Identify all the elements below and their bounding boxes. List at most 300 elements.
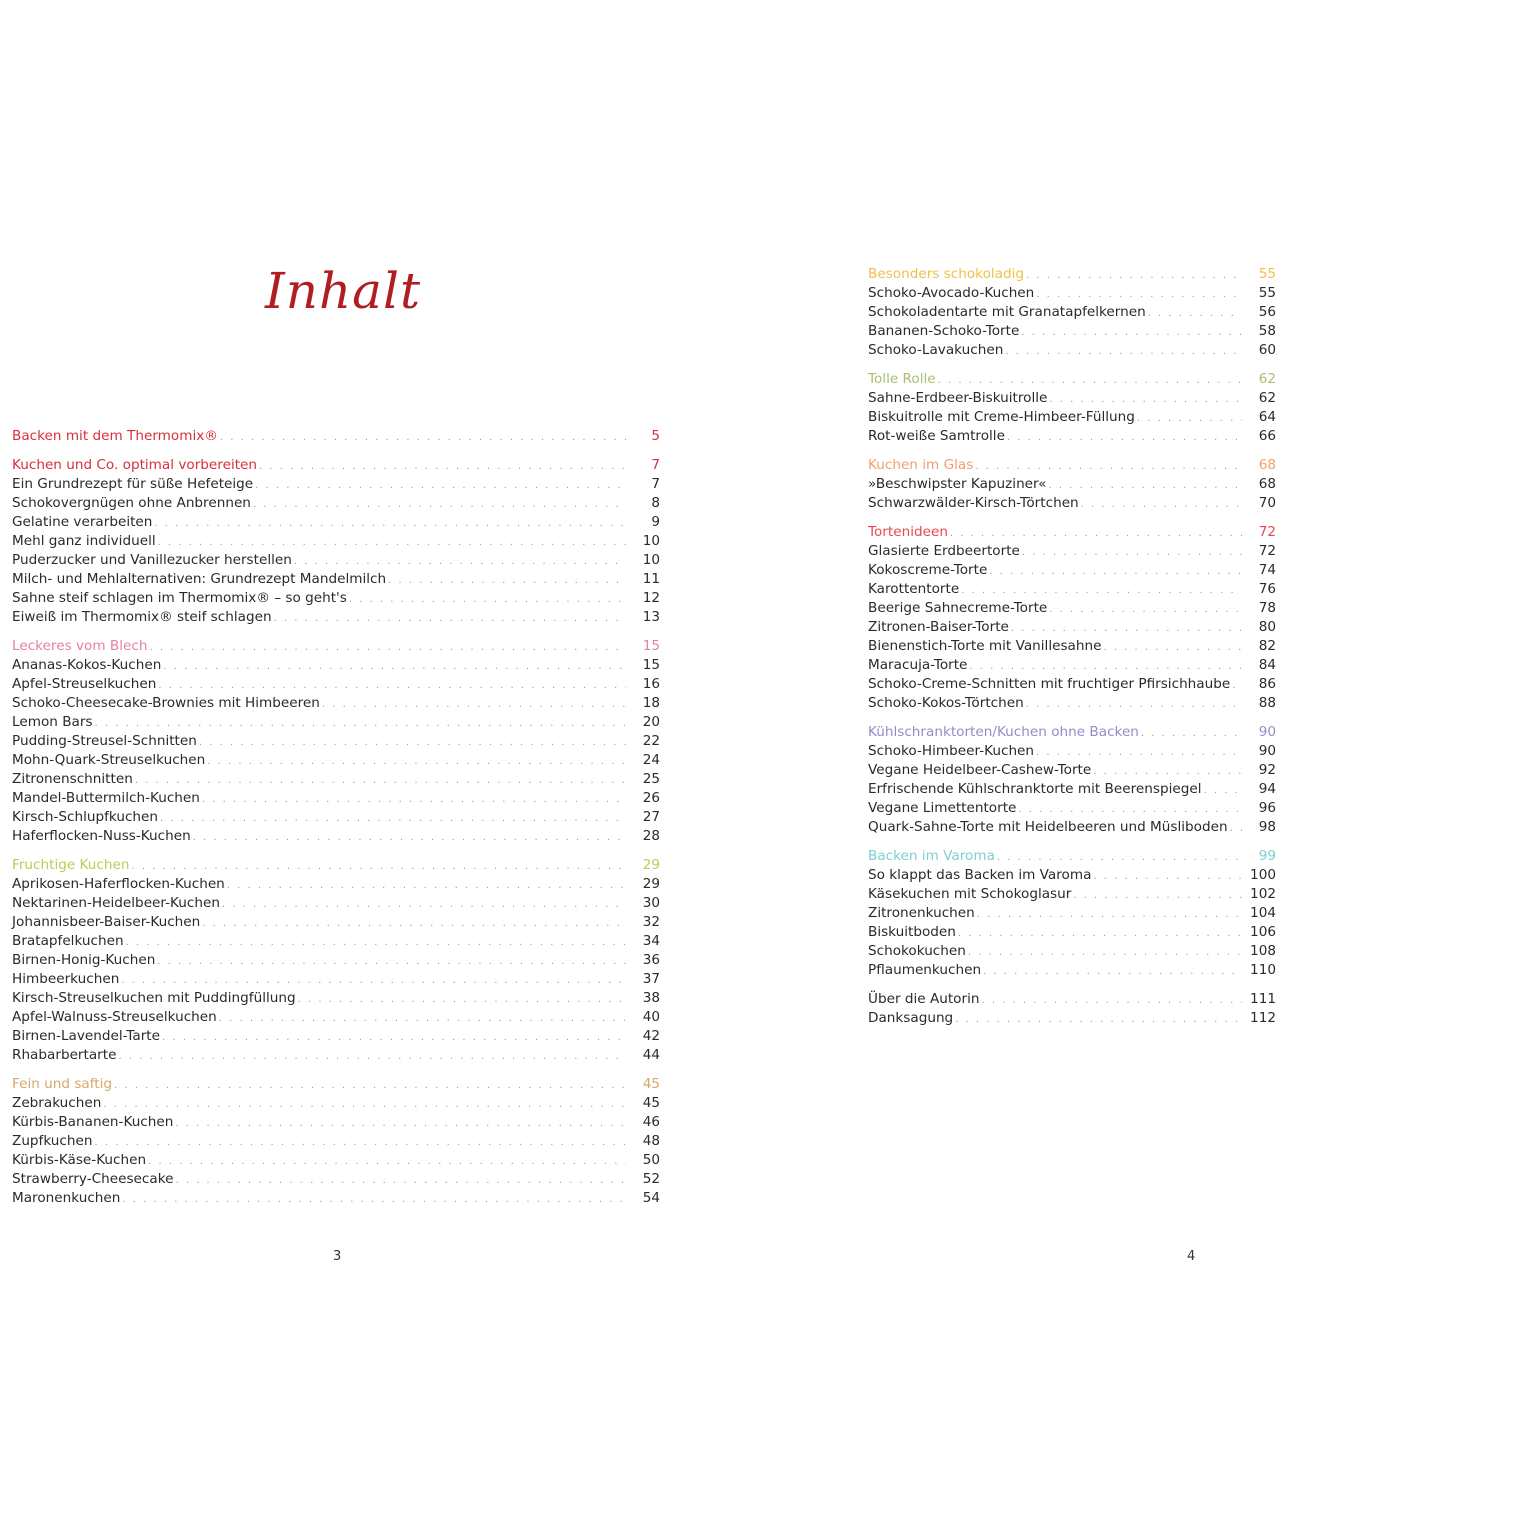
dot-leader: [983, 962, 1242, 981]
toc-section: [868, 523, 1276, 713]
page-ref: 62: [1258, 371, 1276, 387]
toc-entry: [12, 494, 660, 513]
dot-leader: [975, 457, 1242, 476]
dot-leader: [1093, 867, 1242, 886]
contents-title: Inhalt: [265, 262, 422, 320]
page-ref: 52: [642, 1171, 660, 1187]
entry-title: Eiweiß im Thermomix® steif schlagen: [12, 609, 272, 625]
dot-leader: [227, 876, 626, 895]
section-heading: [12, 427, 660, 446]
entry-title: Schokovergnügen ohne Anbrennen: [12, 495, 251, 511]
toc-section: [12, 856, 660, 1065]
page-ref: 18: [642, 695, 660, 711]
page-ref: 58: [1258, 323, 1276, 339]
dot-leader: [1018, 800, 1242, 819]
page-ref: 76: [1258, 581, 1276, 597]
toc-entry: [12, 1113, 660, 1132]
page-ref: 9: [651, 514, 660, 530]
page-ref: 98: [1258, 819, 1276, 835]
toc-entry: [868, 580, 1276, 599]
page-ref: 10: [642, 552, 660, 568]
dot-leader: [1049, 390, 1242, 409]
dot-leader: [163, 657, 626, 676]
entry-title: Über die Autorin: [868, 991, 980, 1007]
toc-entry: [868, 656, 1276, 675]
dot-leader: [1026, 695, 1242, 714]
page-ref: 8: [651, 495, 660, 511]
page-ref: 36: [642, 952, 660, 968]
toc-entry: [868, 542, 1276, 561]
toc-entry: [12, 894, 660, 913]
toc-section: [868, 723, 1276, 837]
page-ref: 78: [1258, 600, 1276, 616]
dot-leader: [193, 828, 626, 847]
page-ref: 100: [1250, 867, 1276, 883]
dot-leader: [199, 733, 626, 752]
page-ref: 86: [1258, 676, 1276, 692]
dot-leader: [158, 533, 626, 552]
entry-title: Zitronenschnitten: [12, 771, 133, 787]
dot-leader: [274, 609, 626, 628]
page-ref: 64: [1258, 409, 1276, 425]
dot-leader: [961, 581, 1242, 600]
page-ref: 90: [1258, 724, 1276, 740]
entry-title: Erfrischende Kühlschranktorte mit Beerenspiegel: [868, 781, 1202, 797]
entry-title: Mandel-Buttermilch-Kuchen: [12, 790, 200, 806]
page-ref: 96: [1258, 800, 1276, 816]
dot-leader: [1103, 638, 1242, 657]
entry-title: Biskuitboden: [868, 924, 956, 940]
dot-leader: [131, 857, 626, 876]
page-ref: 92: [1258, 762, 1276, 778]
page-ref: 110: [1250, 962, 1276, 978]
page-number: 4: [1187, 1249, 1196, 1264]
dot-leader: [158, 676, 626, 695]
dot-leader: [160, 809, 626, 828]
section-title: Tolle Rolle: [868, 371, 936, 387]
dot-leader: [95, 714, 626, 733]
page-ref: 15: [642, 657, 660, 673]
section-title: Backen mit dem Thermomix®: [12, 428, 218, 444]
entry-title: Strawberry-Cheesecake: [12, 1171, 174, 1187]
dot-leader: [207, 752, 626, 771]
entry-title: Gelatine verarbeiten: [12, 514, 153, 530]
section-heading: [868, 723, 1276, 742]
toc-entry: [868, 1009, 1276, 1028]
section-title: Fein und saftig: [12, 1076, 113, 1092]
entry-title: Kirsch-Streuselkuchen mit Puddingfüllung: [12, 990, 296, 1006]
entry-title: Kürbis-Käse-Kuchen: [12, 1152, 147, 1168]
section-heading: [12, 637, 660, 656]
entry-title: Apfel-Walnuss-Streuselkuchen: [12, 1009, 217, 1025]
page-ref: 34: [642, 933, 660, 949]
toc-entry: [868, 599, 1276, 618]
entry-title: Biskuitrolle mit Creme-Himbeer-Füllung: [868, 409, 1135, 425]
toc-entry: [868, 675, 1276, 694]
section-heading: [12, 456, 660, 475]
entry-title: Lemon Bars: [12, 714, 93, 730]
toc-section: [12, 456, 660, 627]
dot-leader: [1230, 819, 1242, 838]
toc-entry: [12, 932, 660, 951]
dot-leader: [154, 514, 626, 533]
entry-title: Glasierte Erdbeertorte: [868, 543, 1020, 559]
section-heading: [868, 523, 1276, 542]
toc-left: [12, 427, 660, 1218]
entry-title: Bananen-Schoko-Torte: [868, 323, 1020, 339]
toc-entry: [12, 808, 660, 827]
entry-title: Himbeerkuchen: [12, 971, 120, 987]
entry-title: »Beschwipster Kapuziner«: [868, 476, 1047, 492]
entry-title: Beerige Sahnecreme-Torte: [868, 600, 1048, 616]
section-heading: [868, 370, 1276, 389]
section-heading: [12, 1075, 660, 1094]
toc-entry: [868, 494, 1276, 513]
page-ref: 28: [642, 828, 660, 844]
toc-entry: [868, 694, 1276, 713]
dot-leader: [149, 638, 626, 657]
dot-leader: [982, 991, 1243, 1010]
page-ref: 80: [1258, 619, 1276, 635]
entry-title: Zupfkuchen: [12, 1133, 93, 1149]
toc-entry: [12, 1132, 660, 1151]
dot-leader: [388, 571, 626, 590]
section-heading: [868, 265, 1276, 284]
dot-leader: [126, 933, 626, 952]
dot-leader: [1011, 619, 1242, 638]
page-ref: 44: [642, 1047, 660, 1063]
toc-entry: [12, 1094, 660, 1113]
dot-leader: [989, 562, 1242, 581]
toc-entry: [868, 923, 1276, 942]
dot-leader: [950, 524, 1242, 543]
page-ref: 25: [642, 771, 660, 787]
dot-leader: [1203, 781, 1242, 800]
dot-leader: [1148, 304, 1242, 323]
entry-title: Bratapfelkuchen: [12, 933, 124, 949]
dot-leader: [253, 495, 626, 514]
toc-entry: [12, 1189, 660, 1208]
entry-title: Schoko-Himbeer-Kuchen: [868, 743, 1035, 759]
toc-entry: [12, 789, 660, 808]
page-ref: 7: [651, 476, 660, 492]
entry-title: Ein Grundrezept für süße Hefeteige: [12, 476, 254, 492]
toc-entry: [868, 427, 1276, 446]
toc-entry: [868, 284, 1276, 303]
toc-entry: [868, 761, 1276, 780]
section-title: Backen im Varoma: [868, 848, 995, 864]
page-ref: 88: [1258, 695, 1276, 711]
entry-title: Zitronenkuchen: [868, 905, 975, 921]
toc-entry: [868, 866, 1276, 885]
page-number: 3: [333, 1249, 342, 1264]
toc-section: [868, 990, 1276, 1028]
toc-entry: [12, 589, 660, 608]
section-heading: [12, 856, 660, 875]
toc-entry: [868, 990, 1276, 1009]
entry-title: Schoko-Creme-Schnitten mit fruchtiger Pfirsichhaube: [868, 676, 1231, 692]
entry-title: Apfel-Streuselkuchen: [12, 676, 157, 692]
entry-title: Birnen-Lavendel-Tarte: [12, 1028, 160, 1044]
entry-title: Schoko-Avocado-Kuchen: [868, 285, 1035, 301]
page-ref: 24: [642, 752, 660, 768]
page-ref: 82: [1258, 638, 1276, 654]
page-ref: 5: [651, 428, 660, 444]
page-ref: 20: [642, 714, 660, 730]
toc-entry: [868, 475, 1276, 494]
toc-entry: [12, 608, 660, 627]
entry-title: Danksagung: [868, 1010, 954, 1026]
dot-leader: [1007, 428, 1242, 447]
dot-leader: [1073, 886, 1242, 905]
entry-title: Sahne steif schlagen im Thermomix® – so geht's: [12, 590, 347, 606]
entry-title: Mohn-Quark-Streuselkuchen: [12, 752, 206, 768]
toc-entry: [12, 513, 660, 532]
page-ref: 16: [642, 676, 660, 692]
entry-title: Ananas-Kokos-Kuchen: [12, 657, 162, 673]
section-title: Kühlschranktorten/Kuchen ohne Backen: [868, 724, 1139, 740]
page-ref: 38: [642, 990, 660, 1006]
page-ref: 108: [1250, 943, 1276, 959]
entry-title: Zebrakuchen: [12, 1095, 102, 1111]
page-ref: 50: [642, 1152, 660, 1168]
toc-entry: [868, 322, 1276, 341]
page-ref: 106: [1250, 924, 1276, 940]
page-ref: 48: [642, 1133, 660, 1149]
page-ref: 104: [1250, 905, 1276, 921]
toc-entry: [868, 780, 1276, 799]
dot-leader: [938, 371, 1242, 390]
dot-leader: [121, 971, 626, 990]
toc-entry: [12, 913, 660, 932]
toc-entry: [12, 551, 660, 570]
toc-entry: [868, 618, 1276, 637]
page-ref: 26: [642, 790, 660, 806]
dot-leader: [114, 1076, 626, 1095]
page-ref: 72: [1258, 524, 1276, 540]
toc-section: [868, 370, 1276, 446]
page-ref: 55: [1258, 285, 1276, 301]
entry-title: Quark-Sahne-Torte mit Heidelbeeren und Müsliboden: [868, 819, 1228, 835]
toc-entry: [868, 637, 1276, 656]
toc-entry: [12, 951, 660, 970]
dot-leader: [175, 1114, 626, 1133]
toc-entry: [868, 303, 1276, 322]
toc-section: [868, 265, 1276, 360]
page-ref: 102: [1250, 886, 1276, 902]
toc-entry: [12, 1008, 660, 1027]
dot-leader: [175, 1171, 626, 1190]
toc-entry: [12, 875, 660, 894]
dot-leader: [955, 1010, 1242, 1029]
page-ref: 29: [642, 857, 660, 873]
dot-leader: [298, 990, 626, 1009]
toc-entry: [12, 694, 660, 713]
toc-entry: [868, 942, 1276, 961]
section-title: Fruchtige Kuchen: [12, 857, 130, 873]
dot-leader: [349, 590, 626, 609]
toc-right: [868, 265, 1276, 1038]
entry-title: Sahne-Erdbeer-Biskuitrolle: [868, 390, 1048, 406]
page-ref: 15: [642, 638, 660, 654]
dot-leader: [103, 1095, 626, 1114]
page-ref: 22: [642, 733, 660, 749]
toc-section: [868, 456, 1276, 513]
dot-leader: [1081, 495, 1242, 514]
dot-leader: [968, 943, 1242, 962]
toc-entry: [12, 1170, 660, 1189]
page-ref: 10: [642, 533, 660, 549]
page-ref: 111: [1250, 991, 1276, 1007]
entry-title: Rhabarbertarte: [12, 1047, 117, 1063]
toc-section: [12, 1075, 660, 1208]
right-page: [761, 0, 1522, 1522]
dot-leader: [1036, 285, 1242, 304]
page-ref: 62: [1258, 390, 1276, 406]
entry-title: Rot-weiße Samtrolle: [868, 428, 1005, 444]
toc-entry: [868, 961, 1276, 980]
dot-leader: [1026, 266, 1242, 285]
dot-leader: [222, 895, 626, 914]
page-ref: 45: [642, 1095, 660, 1111]
dot-leader: [1049, 600, 1242, 619]
entry-title: Schokokuchen: [868, 943, 966, 959]
dot-leader: [157, 952, 626, 971]
page-ref: 72: [1258, 543, 1276, 559]
toc-entry: [12, 970, 660, 989]
toc-entry: [12, 1027, 660, 1046]
entry-title: Schoko-Lavakuchen: [868, 342, 1004, 358]
entry-title: Käsekuchen mit Schokoglasur: [868, 886, 1072, 902]
dot-leader: [219, 1009, 626, 1028]
toc-entry: [12, 827, 660, 846]
page-ref: 37: [642, 971, 660, 987]
section-title: Besonders schokoladig: [868, 266, 1025, 282]
dot-leader: [997, 848, 1242, 867]
section-title: Leckeres vom Blech: [12, 638, 148, 654]
dot-leader: [1232, 676, 1242, 695]
page-ref: 12: [642, 590, 660, 606]
dot-leader: [322, 695, 626, 714]
toc-entry: [12, 713, 660, 732]
dot-leader: [958, 924, 1242, 943]
page-ref: 7: [651, 457, 660, 473]
entry-title: Pflaumenkuchen: [868, 962, 982, 978]
entry-title: Pudding-Streusel-Schnitten: [12, 733, 197, 749]
toc-section: [12, 637, 660, 846]
dot-leader: [122, 1190, 626, 1209]
dot-leader: [118, 1047, 626, 1066]
dot-leader: [1021, 323, 1242, 342]
page-ref: 70: [1258, 495, 1276, 511]
entry-title: Kürbis-Bananen-Kuchen: [12, 1114, 174, 1130]
entry-title: Schwarzwälder-Kirsch-Törtchen: [868, 495, 1079, 511]
entry-title: Zitronen-Baiser-Torte: [868, 619, 1009, 635]
toc-entry: [868, 742, 1276, 761]
entry-title: Kirsch-Schlupfkuchen: [12, 809, 159, 825]
dot-leader: [94, 1133, 626, 1152]
dot-leader: [1093, 762, 1242, 781]
dot-leader: [969, 657, 1242, 676]
dot-leader: [202, 914, 626, 933]
dot-leader: [1036, 743, 1242, 762]
entry-title: Schoko-Cheesecake-Brownies mit Himbeeren: [12, 695, 320, 711]
toc-entry: [12, 570, 660, 589]
dot-leader: [1022, 543, 1242, 562]
dot-leader: [1141, 724, 1242, 743]
page-ref: 55: [1258, 266, 1276, 282]
toc-entry: [12, 675, 660, 694]
dot-leader: [977, 905, 1242, 924]
toc-entry: [868, 818, 1276, 837]
toc-entry: [868, 799, 1276, 818]
page-ref: 27: [642, 809, 660, 825]
page-ref: 99: [1258, 848, 1276, 864]
entry-title: Johannisbeer-Baiser-Kuchen: [12, 914, 201, 930]
entry-title: Schoko-Kokos-Törtchen: [868, 695, 1024, 711]
page-ref: 90: [1258, 743, 1276, 759]
page-ref: 30: [642, 895, 660, 911]
dot-leader: [255, 476, 626, 495]
entry-title: Aprikosen-Haferflocken-Kuchen: [12, 876, 225, 892]
page-ref: 11: [642, 571, 660, 587]
entry-title: Milch- und Mehlalternativen: Grundrezept Mandelmilch: [12, 571, 387, 587]
toc-entry: [12, 989, 660, 1008]
toc-entry: [12, 732, 660, 751]
page-ref: 46: [642, 1114, 660, 1130]
toc-entry: [12, 656, 660, 675]
entry-title: Kokoscreme-Torte: [868, 562, 988, 578]
page-ref: 40: [642, 1009, 660, 1025]
entry-title: Vegane Heidelbeer-Cashew-Torte: [868, 762, 1092, 778]
toc-entry: [868, 389, 1276, 408]
page-ref: 68: [1258, 476, 1276, 492]
entry-title: Vegane Limettentorte: [868, 800, 1017, 816]
dot-leader: [162, 1028, 626, 1047]
entry-title: So klappt das Backen im Varoma: [868, 867, 1092, 883]
page-ref: 112: [1250, 1010, 1276, 1026]
page-ref: 68: [1258, 457, 1276, 473]
toc-entry: [868, 904, 1276, 923]
section-heading: [868, 847, 1276, 866]
page-ref: 60: [1258, 342, 1276, 358]
page-ref: 29: [642, 876, 660, 892]
section-title: Kuchen im Glas: [868, 457, 974, 473]
entry-title: Birnen-Honig-Kuchen: [12, 952, 156, 968]
page-ref: 66: [1258, 428, 1276, 444]
page-ref: 42: [642, 1028, 660, 1044]
section-heading: [868, 456, 1276, 475]
entry-title: Maracuja-Torte: [868, 657, 968, 673]
page-ref: 45: [642, 1076, 660, 1092]
dot-leader: [148, 1152, 626, 1171]
dot-leader: [1048, 476, 1242, 495]
entry-title: Mehl ganz individuell: [12, 533, 156, 549]
entry-title: Puderzucker und Vanillezucker herstellen: [12, 552, 292, 568]
page-ref: 94: [1258, 781, 1276, 797]
toc-section: [12, 427, 660, 446]
toc-entry: [12, 532, 660, 551]
entry-title: Schokoladentarte mit Granatapfelkernen: [868, 304, 1146, 320]
toc-entry: [868, 408, 1276, 427]
toc-section: [868, 847, 1276, 980]
toc-entry: [12, 475, 660, 494]
toc-entry: [12, 1151, 660, 1170]
toc-entry: [868, 561, 1276, 580]
page-ref: 13: [642, 609, 660, 625]
section-title: Tortenideen: [868, 524, 948, 540]
page-ref: 74: [1258, 562, 1276, 578]
